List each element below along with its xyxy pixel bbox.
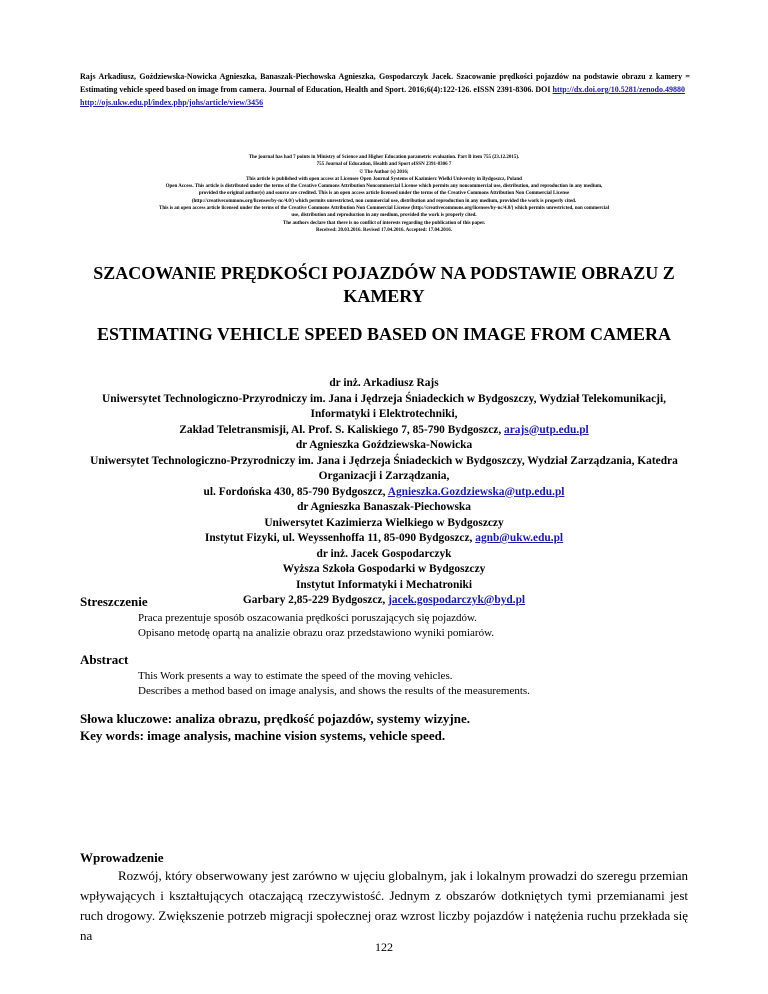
author-affiliation: Wyższa Szkoła Gospodarki w Bydgoszczy <box>282 563 486 575</box>
abstract-heading: Abstract <box>80 652 129 667</box>
streszczenie-body <box>138 611 698 641</box>
author-address <box>80 485 688 501</box>
author-email-link[interactable]: Agnieszka.Gozdziewska@utp.edu.pl <box>387 485 565 498</box>
author-affiliation: Instytut Informatyki i Mechatroniki <box>295 578 473 591</box>
keywords-english: Key words: image analysis, machine vision systems, vehicle speed. <box>80 728 446 743</box>
journal-info-line: Received: 20.03.2016. Revised 17.04.2016. Accepted: 17.04.2016. <box>315 227 453 233</box>
journal-info-line: This article is published with open access at Licensee Open Journal Systems of Kazimierz Wielki University in Bydgoszcz, Poland <box>246 176 522 182</box>
author-address-text: Garbary 2,85-229 Bydgoszcz, <box>242 594 389 606</box>
citation-text: Rajs Arkadiusz, Goździewska-Nowicka Agnieszka, Banaszak-Piechowska Agnieszka, Gospodarczyk Jacek. Szacowanie prędkości pojazdów na podstawie obrazu z kamery = Estimating vehicle speed based on image from camera. Journal of Education, Health and Sport. 2016;6(4):122-126. eISSN 2391-8306. DOI <box>80 72 690 94</box>
authors-block <box>80 376 688 609</box>
author-email-link[interactable]: arajs@utp.edu.pl <box>504 423 589 436</box>
author-name: dr Agnieszka Banaszak-Piechowska <box>297 501 471 513</box>
author-address-text: Instytut Fizyki, ul. Weyssenhoffa 11, 85-090 Bydgoszcz, <box>204 532 476 544</box>
page-number: 122 <box>375 940 393 954</box>
author-affiliation: Uniwersytet Kazimierza Wielkiego w Bydgoszczy <box>264 516 504 529</box>
author-address-text: ul. Fordońska 430, 85-790 Bydgoszcz, <box>203 485 388 498</box>
journal-info <box>50 154 718 234</box>
abstract-line: Describes a method based on image analysis, and shows the results of the measurements. <box>138 685 530 697</box>
journal-info-line: This is an open access article licensed under the terms of the Creative Commons Attribution Non Commercial License (http://creativecommons.org/licenses/by-nc/4.0/) which permits unrestricted, non commercial <box>159 206 609 212</box>
author-email-link[interactable]: agnb@ukw.edu.pl <box>475 532 564 544</box>
author-email-link[interactable]: jacek.gospodarczyk@byd.pl <box>388 594 526 606</box>
author-affiliation: Uniwersytet Technologiczno-Przyrodniczy im. Jana i Jędrzeja Śniadeckich w Bydgoszczy, Wydział Zarządzania, Katedra Organizacji i Zarządzania, <box>90 454 678 482</box>
journal-info-line: The authors declare that there is no conflict of interests regarding the publication of this paper. <box>282 220 486 226</box>
author-address <box>80 593 688 609</box>
citation-block <box>80 70 690 109</box>
abstract-line: This Work presents a way to estimate the speed of the moving vehicles. <box>138 670 453 682</box>
intro-paragraph: Rozwój, który obserwowany jest zarówno w ujęciu globalnym, jak i lokalnym prowadzi do szeregu przemian wpływających i kształtujących otaczającą rzeczywistość. Jednym z obszarów dotkniętych tymi przemianami jest ruch drogowy. Zwiększenie potrzeb migracji społecznej oraz wzrost liczby pojazdów i natężenia ruchu przekłada się na <box>80 868 688 943</box>
journal-info-line: The journal has had 7 points in Ministry of Science and Higher Education parametric evaluation. Part B item 755 (23.12.2015). <box>248 155 520 160</box>
title-english: ESTIMATING VEHICLE SPEED BASED ON IMAGE FROM CAMERA <box>97 324 671 344</box>
doi-link[interactable]: http://dx.doi.org/10.5281/zenodo.49880 <box>552 85 685 94</box>
journal-info-line: provided the original author(s) and source are credited. This is an open access article licensed under the terms of the Creative Commons Attribution Non Commercial License <box>198 191 570 197</box>
author-name: dr inż. Jacek Gospodarczyk <box>316 547 452 560</box>
streszczenie-line: Praca prezentuje sposób oszacowania prędkości poruszających się pojazdów. <box>138 612 477 624</box>
author-affiliation: Uniwersytet Technologiczno-Przyrodniczy im. Jana i Jędrzeja Śniadeckich w Bydgoszczy, Wydział Telekomunikacji, Informatyki i Elektrotechniki, <box>102 392 666 420</box>
author-address <box>80 423 688 439</box>
title-polish: SZACOWANIE PRĘDKOŚCI POJAZDÓW NA PODSTAWIE OBRAZU Z KAMERY <box>93 263 675 306</box>
article-link[interactable]: http://ojs.ukw.edu.pl/index.php/johs/article/view/3456 <box>80 98 264 107</box>
keywords-polish: Słowa kluczowe: analiza obrazu, prędkość pojazdów, systemy wizyjne. <box>80 711 470 726</box>
journal-info-line: Open Access. This article is distributed under the terms of the Creative Commons Attribution Noncommercial License which permits any noncommercial use, distribution, and reproduction in any medium, <box>165 184 603 190</box>
streszczenie-line: Opisano metodę opartą na analizie obrazu oraz przedstawiono wyniki pomiarów. <box>138 627 495 639</box>
journal-info-line: 755 Journal of Education, Health and Sport eISSN 2391-8306 7 <box>316 162 452 168</box>
journal-info-line: (http://creativecommons.org/licenses/by-nc/4.0/) which permits unrestricted, non commercial use, distribution and reproduction in any medium, provided the work is properly cited. <box>191 198 577 204</box>
abstract-body <box>138 669 698 699</box>
journal-info-line: © The Author (s) 2016; <box>359 169 409 175</box>
author-address-text: Zakład Teletransmisji, Al. Prof. S. Kaliskiego 7, 85-790 Bydgoszcz, <box>179 423 505 436</box>
author-name: dr Agnieszka Goździewska-Nowicka <box>295 439 473 451</box>
keywords-block <box>80 710 700 744</box>
journal-info-line: use, distribution and reproduction in any medium, provided the work is properly cited. <box>291 213 477 219</box>
author-address <box>80 531 688 547</box>
author-name: dr inż. Arkadiusz Rajs <box>329 377 439 389</box>
intro-heading: Wprowadzenie <box>80 850 164 865</box>
streszczenie-heading: Streszczenie <box>80 594 148 609</box>
